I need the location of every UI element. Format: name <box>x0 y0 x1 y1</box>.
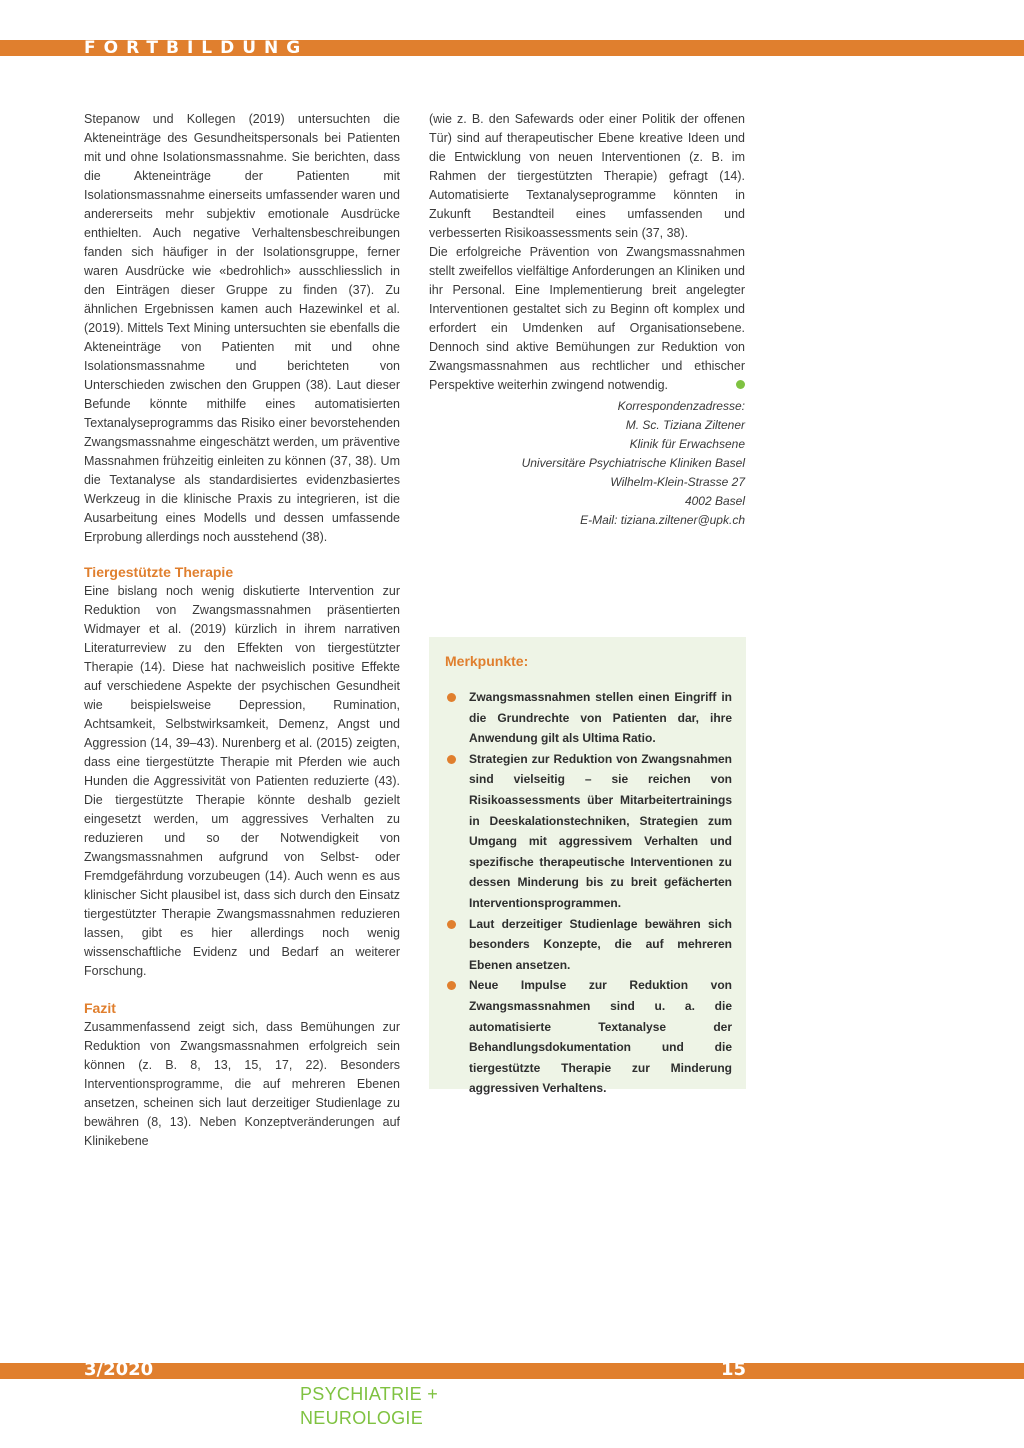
left-column <box>84 110 400 1151</box>
merkpunkt-item <box>445 687 732 749</box>
merkpunkte-title: Merkpunkte: <box>445 653 529 669</box>
merkpunkt-text: Strategien zur Reduktion von Zwangsnahmen sind vielseitig – sie reichen von Risikoassessments über Mitarbeitertrainings in Deeskalationstechniken, Strategien zum Umgang mit aggressivem Verhalten und spezifische therapeutische Interventionen zu dessen Minderung bis zu breit gefächerten Interventionsprogrammen. <box>469 751 732 910</box>
final-paragraph-text: Die erfolgreiche Prävention von Zwangsmassnahmen stellt zweifellos vielfältige Anforderungen an Kliniken und ihr Personal. Eine Implementierung breit angelegter Interventionen gestaltet sich zu Beginn oft komplex und erfordert ein Umdenken auf Organisationsebene. Dennoch sind aktive Bemühungen zur Reduktion von Zwangsmassnahmen aus rechtlicher und ethischer Perspektive weiterhin zwingend notwendig. <box>429 245 745 392</box>
footer-bar <box>0 1363 1024 1379</box>
issue-number: 3/2020 <box>84 1359 154 1380</box>
merkpunkte-box <box>429 637 746 1096</box>
page-number: 15 <box>720 1359 746 1380</box>
address-street: Wilhelm-Klein-Strasse 27 <box>610 475 745 489</box>
bullet-icon <box>447 981 456 990</box>
section-label: FORTBILDUNG <box>84 38 309 58</box>
bullet-icon <box>447 693 456 702</box>
merkpunkt-item <box>445 914 732 976</box>
merkpunkte-list <box>445 687 732 1099</box>
address-city: 4002 Basel <box>684 494 745 508</box>
body-paragraph: Eine bislang noch wenig diskutierte Intervention zur Reduktion von Zwangsmassnahmen präsentierten Widmayer et al. (2019) kürzlich in ihrem narrativen Literaturreview zu den Effekten von tiergestützter Therapie (14). Diese hat nachweislich positive Effekte auf verschiedene Aspekte der psychischen Gesundheit wie beispielsweise Depression, Rumination, Achtsamkeit, Selbstwirksamkeit, Demenz, Angst und Aggression (14, 39–43). Nurenberg et al. (2015) zeigten, dass eine tiergestützte Therapie mit Pferden wie auch Hunden die Aggressivität von Patienten reduzierte (43). Die tiergestützte Therapie könnte deshalb gezielt eingesetzt werden, um aggressives Verhalten zu reduzieren und so der Notwendigkeit von Zwangsmassnahmen aufgrund von Selbst- oder Fremdgefährdung vorzubeugen (14). Auch wenn es aus klinischer Sicht plausibel ist, dass sich durch den Einsatz tiergestützter Therapie Zwangsmassnahmen reduzieren lassen, gibt es hier allerdings noch wenig wissenschaftliche Evidenz und Bedarf an weiterer Forschung. <box>84 584 400 978</box>
merkpunkt-text: Neue Impulse zur Reduktion von Zwangsmassnahmen sind u. a. die automatisierte Textanalyse der Behandlungsdokumentation und die tiergestützte Therapie zur Minderung aggressiven Verhaltens. <box>469 978 732 1096</box>
body-paragraph: Zusammenfassend zeigt sich, dass Bemühungen zur Reduktion von Zwangsmassnahmen erfolgreich sein können (z. B. 8, 13, 15, 17, 22). Besonders Interventionsprogramme, die auf mehreren Ebenen ansetzen, scheinen sich laut derzeitiger Studienlage zu bewähren (8, 13). Neben Konzeptveränderungen auf Klinikebene <box>84 1020 400 1148</box>
address-institution: Universitäre Psychiatrische Kliniken Basel <box>521 456 745 470</box>
address-label: Korrespondenzadresse: <box>617 399 745 413</box>
merkpunkt-item <box>445 749 732 914</box>
address-department: Klinik für Erwachsene <box>629 437 745 451</box>
address-email: E-Mail: tiziana.ziltener@upk.ch <box>580 513 745 527</box>
body-paragraph-final <box>429 243 745 395</box>
right-column <box>429 110 745 530</box>
merkpunkt-item <box>445 975 732 1099</box>
body-paragraph: (wie z. B. den Safewards oder einer Politik der offenen Tür) sind auf therapeutischer Ebene kreative Ideen und die Entwicklung von neuen Interventionen (z. B. im Rahmen der tiergestützten Therapie) gefragt (14). Automatisierte Textanalyseprogramme könnten in Zukunft Bestandteil eines umfassenden und verbesserten Risikoassessments sein (37, 38). <box>429 112 745 240</box>
journal-title: PSYCHIATRIE + NEUROLOGIE <box>300 1384 439 1428</box>
subheading-tiergestuetzte-therapie: Tiergestützte Therapie <box>84 564 234 580</box>
bullet-icon <box>447 920 456 929</box>
subheading-fazit: Fazit <box>84 1000 116 1016</box>
correspondence-address <box>429 397 745 530</box>
merkpunkt-text: Laut derzeitiger Studienlage bewähren sich besonders Konzepte, die auf mehreren Ebenen ansetzen. <box>469 916 732 972</box>
body-paragraph: Stepanow und Kollegen (2019) untersuchten die Akteneinträge des Gesundheitspersonals bei Patienten mit und ohne Isolationsmassnahme. Sie berichten, dass die Akteneinträge der Patienten mit Isolationsmassnahme einerseits umfassender waren und andererseits mehr subjektiv emotionale Ausdrücke enthielten. Auch negative Verhaltensbeschreibungen fanden sich häufiger in der Isolationsgruppe, ferner waren Ausdrücke wie «bedrohlich» ausschliesslich in den Einträgen dieser Gruppe zu finden (37). Zu ähnlichen Ergebnissen kamen auch Hazewinkel et al. (2019). Mittels Text Mining untersuchten sie ebenfalls die Akteneinträge von Patienten mit und ohne Isolationsmassnahme und berichteten von Unterschieden zwischen den Gruppen (38). Laut dieser Befunde könnte mithilfe eines automatisierten Textanalyseprogramms das Risiko einer bevorstehenden Zwangsmassnahme eingeschätzt werden, um präventive Massnahmen frühzeitig einleiten zu können (37, 38). Um die Textanalyse als standardisiertes evidenzbasiertes Werkzeug in die klinische Praxis zu integrieren, ist die Ausarbeitung eines Modells und dessen umfassende Erprobung allerdings noch ausstehend (38). <box>84 112 400 544</box>
bullet-icon <box>447 755 456 764</box>
address-name: M. Sc. Tiziana Ziltener <box>625 418 745 432</box>
end-of-article-icon <box>736 380 745 389</box>
merkpunkt-text: Zwangsmassnahmen stellen einen Eingriff in die Grundrechte von Patienten dar, ihre Anwendung gilt als Ultima Ratio. <box>469 690 732 746</box>
